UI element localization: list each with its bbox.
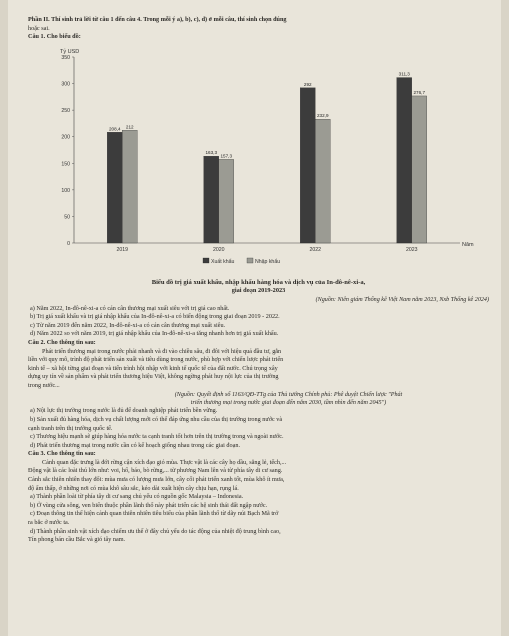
q3-para-line: Cảnh sắc thiên nhiên thay đổi: mùa mưa có lượng mưa lớn, cây cối phát triển xanh tốt, mùa khô ít mưa, (28, 476, 285, 484)
question-1-label: Câu 1. Cho biểu đồ: (28, 33, 81, 41)
q3-option-d: d) Thành phần sinh vật xích đạo chiếm ưu thế ở đây chủ yếu do tác động của nhiệt độ trung bình cao, (30, 527, 281, 535)
chart-subtitle: giai đoạn 2019-2023 (231, 287, 286, 295)
q2-para-line: trong nước... (28, 381, 60, 389)
q2-para-line: dựng uy tín về sản phẩm và phát triển thương hiệu Việt, không ngừng phát huy nội lực của thị trường (28, 373, 279, 381)
question-2-label: Câu 2. Cho thông tin sau: (28, 338, 96, 346)
data-label: 163,3 (205, 149, 217, 155)
q1-option-d: d) Năm 2022 so với năm 2019, trị giá nhập khẩu của In-đô-nê-xi-a tăng nhanh hơn trị giá xuất khẩu. (30, 330, 279, 338)
q2-option-b: b) Sản xuất đủ hàng hóa, dịch vụ chất lượng mới có thể đáp ứng nhu cầu của thị trường trong nước và (30, 415, 283, 423)
bar (107, 132, 122, 243)
data-label: 276,7 (413, 89, 425, 95)
q2-source: triển thương mại trong nước giai đoạn đến năm 2030, tầm nhìn đến năm 2045") (190, 399, 387, 406)
q2-para-line: Phát triển thương mại trong nước phải nhanh và đi vào chiều sâu, đi đôi với hiệu quả đầu tư, gắn (42, 347, 282, 355)
x-tick-label: 2022 (309, 246, 322, 253)
x-tick-label: 2019 (116, 246, 129, 253)
chart-source: (Nguồn: Niên giám Thống kê Việt Nam năm 2023, Nxb Thống kê 2024) (315, 296, 489, 303)
data-label: 232,9 (317, 113, 329, 119)
q3-para-line: Cảnh quan đặc trưng là đới rừng cận xích đạo gió mùa. Thực vật là các cây họ dầu, săng lẻ, tếch,... (42, 458, 287, 466)
q2-option-b-cont: cạnh tranh trên thị trường quốc tế. (28, 424, 113, 432)
legend-swatch (203, 258, 209, 263)
bar (300, 88, 315, 243)
legend-label: Xuất khẩu (211, 258, 235, 265)
q3-option-a: a) Thành phần loài từ phía tây di cư sang chủ yếu có nguồn gốc Malaysia – Indonesia. (30, 493, 244, 501)
y-axis-label: Tỷ USD (60, 48, 80, 55)
y-tick-label: 100 (61, 187, 70, 194)
q3-option-c-cont: ra bắc ở nước ta. (28, 519, 70, 527)
q2-option-c: c) Thương hiệu mạnh sẽ giúp hàng hóa nước ta cạnh tranh tốt hơn trên thị trường trong và ngoài nước. (30, 433, 284, 441)
q2-option-a: a) Nội lực thị trường trong nước là đủ để doanh nghiệp phát triển bền vững. (30, 407, 218, 415)
q1-option-b: b) Trị giá xuất khẩu và trị giá nhập khẩu của In-đô-nê-xi-a có biến động trong giai đoạn 2019 - 2022. (30, 313, 280, 321)
bar (219, 159, 234, 243)
chart-svg (28, 45, 489, 277)
q3-option-c: c) Đoạn thông tin thể hiện cảnh quan thiên nhiên tiêu biểu của phần lãnh thổ từ dãy núi Bạch Mã trở (30, 510, 279, 518)
q1-option-c: c) Từ năm 2019 đến năm 2022, In-đô-nê-xi-a có cán cân thương mại xuất siêu. (30, 321, 226, 329)
bar (204, 156, 219, 243)
x-axis-label: Năm (462, 241, 474, 248)
y-tick-label: 50 (64, 214, 70, 221)
q2-option-d: d) Phát triển thương mại trong nước cần có kế hoạch giống nhau trong các giai đoạn. (30, 441, 240, 449)
section-instruction: Phần II. Thí sinh trả lời từ câu 1 đến câu 4. Trong mỗi ý a), b), c), d) ở mỗi câu, thí sinh chọn đúng (28, 16, 287, 23)
y-tick-label: 350 (61, 54, 70, 61)
bar (315, 119, 330, 243)
legend-label: Nhập khẩu (255, 258, 281, 265)
bar (412, 96, 427, 243)
x-tick-label: 2023 (405, 246, 418, 253)
x-tick-label: 2020 (212, 246, 225, 253)
q1-option-a: a) Năm 2022, In-đô-nê-xi-a có cán cân thương mại xuất siêu với trị giá cao nhất. (30, 304, 230, 312)
data-label: 157,3 (220, 153, 232, 159)
y-tick-label: 150 (61, 161, 70, 168)
q2-para-line: kinh tế – xã hội từng giai đoạn và tiến trình hội nhập với kinh tế quốc tế của đất nước. Chú trọng xây (28, 364, 278, 372)
y-tick-label: 200 (61, 134, 70, 141)
data-label: 208,4 (109, 126, 121, 132)
bar-chart (28, 45, 489, 277)
q3-option-b: b) Ở vùng cửa sông, ven biển thuộc phần lãnh thổ này phát triển các hệ sinh thái đất ngập nước. (30, 501, 268, 509)
section-instruction-cont: hoặc sai. (28, 24, 50, 32)
q2-para-line: liền với quy mô, trình độ phát triển sản xuất và tiêu dùng trong nước, phù hợp với chiến lược phát triển (28, 356, 284, 364)
exam-page (8, 0, 501, 636)
question-3-label: Câu 3. Cho thông tin sau: (28, 450, 96, 458)
y-tick-label: 300 (61, 81, 70, 88)
bar (397, 77, 412, 242)
data-label: 292 (303, 81, 312, 87)
q3-para-line: Động vật là các loài thú lớn như: voi, hổ, báo, bò rừng,... từ phương Nam lên và từ phía tây di cư sang. (28, 467, 283, 475)
y-tick-label: 0 (67, 240, 70, 247)
data-label: 212 (125, 124, 134, 130)
y-tick-label: 250 (61, 107, 70, 114)
q2-source: (Nguồn: Quyết định số 1163/QĐ-TTg của Thủ tướng Chính phủ: Phê duyệt Chiến lược "Phát (174, 391, 403, 398)
q3-para-line: độ ẩm thấp, ở những nơi có mùa khô sâu sắc, kéo dài xuất hiện cây chịu hạn, rụng lá. (28, 484, 239, 492)
q3-option-d-cont: Tín phong bán cầu Bắc và gió tây nam. (28, 536, 126, 544)
bar (122, 130, 137, 243)
legend-swatch (247, 258, 253, 263)
chart-title: Biểu đồ trị giá xuất khẩu, nhập khẩu hàng hóa và dịch vụ của In-đô-nê-xi-a, (151, 278, 366, 286)
data-label: 311,3 (398, 71, 410, 77)
